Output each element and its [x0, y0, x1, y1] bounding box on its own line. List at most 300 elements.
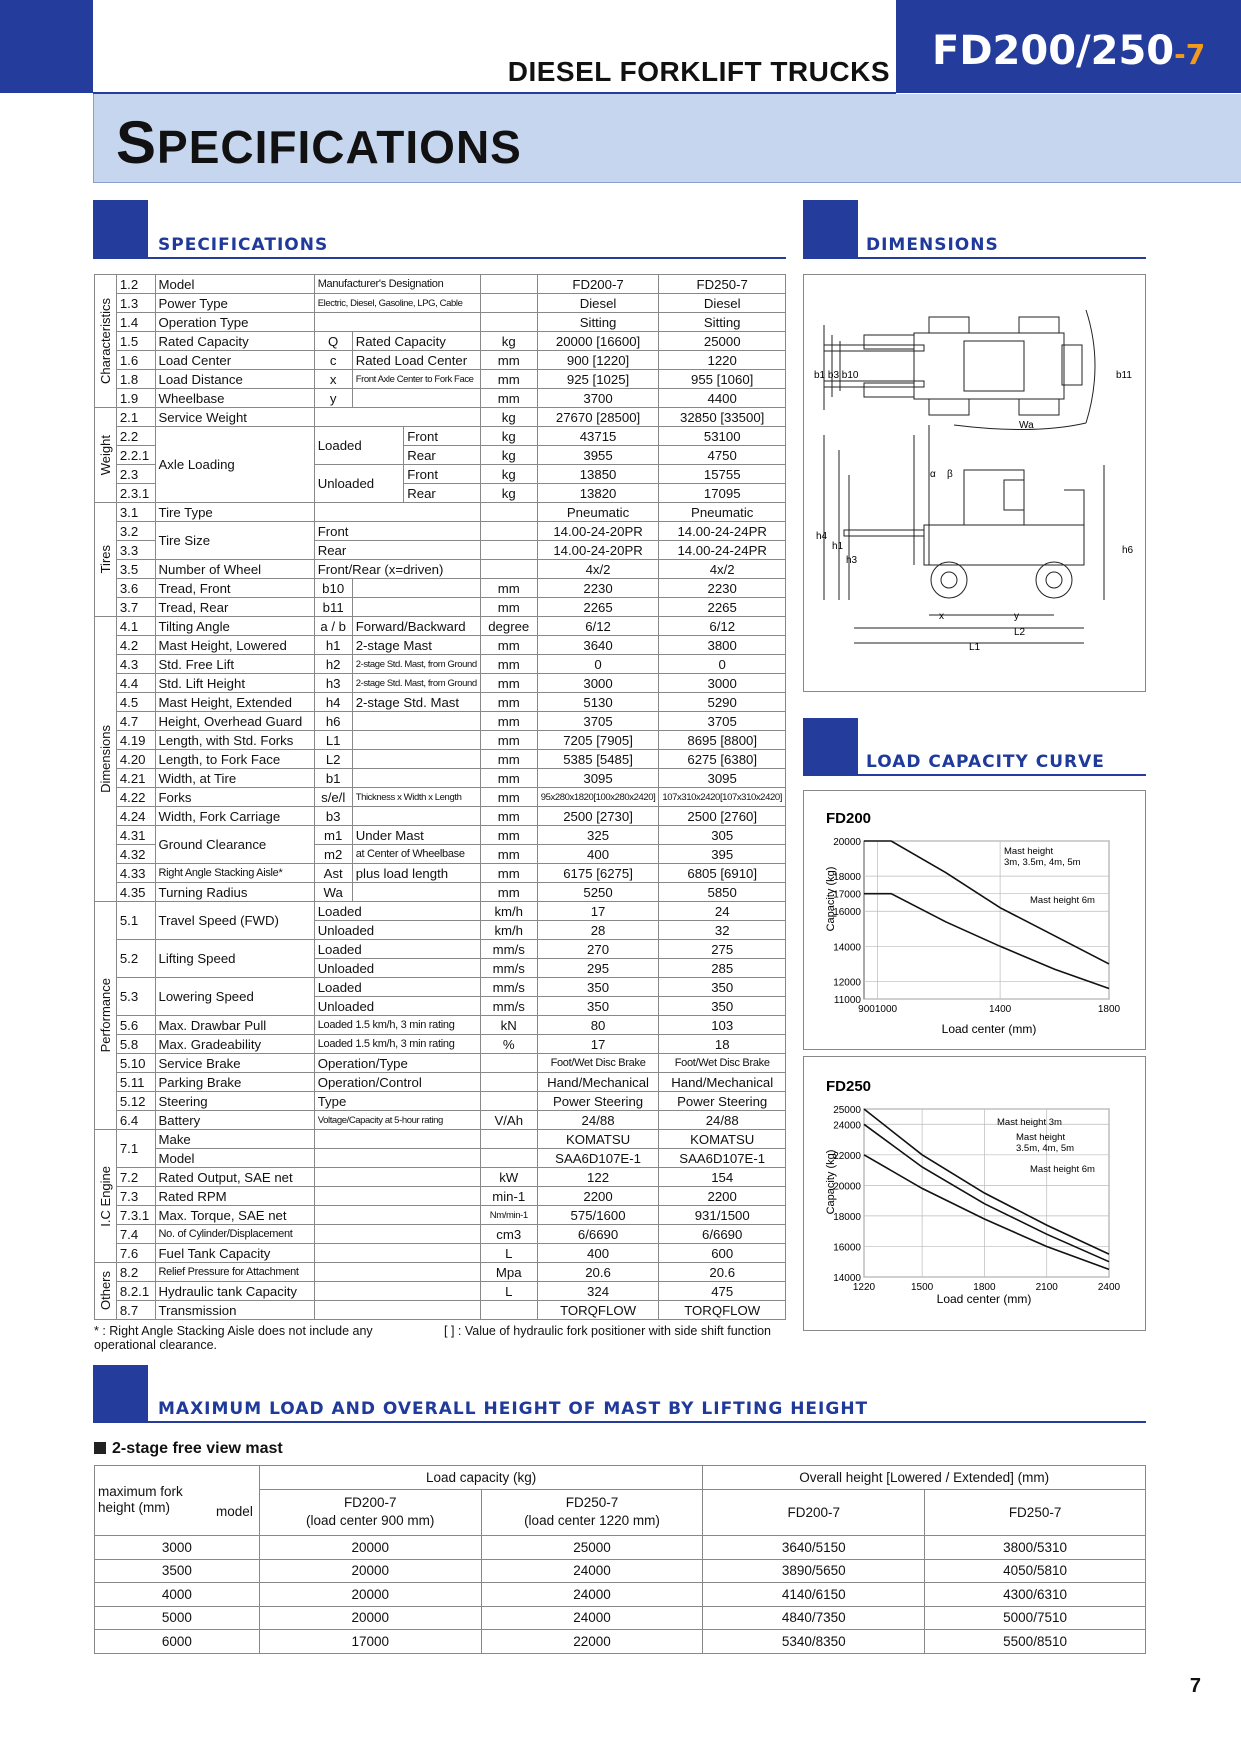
dim-label-b11: b11	[1116, 370, 1132, 381]
mast-subtitle: 2-stage free view mast	[94, 1440, 283, 1458]
spec-value-fd250: 3000	[659, 674, 786, 693]
spec-item-name: Right Angle Stacking Aisle*	[155, 864, 314, 883]
spec-description: Forward/Backward	[352, 617, 480, 636]
spec-item-name: Ground Clearance	[155, 826, 314, 864]
spec-unit	[480, 1054, 537, 1073]
spec-unit: kg	[480, 427, 537, 446]
spec-value-fd250: Foot/Wet Disc Brake	[659, 1054, 786, 1073]
model-badge	[896, 0, 1241, 93]
spec-item-number: 3.5	[116, 560, 155, 579]
spec-unit: V/Ah	[480, 1111, 537, 1130]
spec-value-fd250: 475	[659, 1282, 786, 1301]
chart-ytick-label: 16000	[833, 907, 861, 919]
spec-symbol: h6	[314, 712, 352, 731]
spec-value-fd200: 3705	[537, 712, 659, 731]
spec-description: Loaded	[314, 902, 480, 921]
spec-value-fd250: SAA6D107E-1	[659, 1149, 786, 1168]
spec-item-name: Model	[155, 275, 314, 294]
spec-value-fd200: 43715	[537, 427, 659, 446]
spec-value-fd250: 32850 [33500]	[659, 408, 786, 427]
spec-symbol: b1	[314, 769, 352, 788]
spec-item-name: Tire Size	[155, 522, 314, 560]
spec-value-fd250: 2200	[659, 1187, 786, 1206]
spec-row	[95, 1244, 786, 1263]
spec-item-name: Operation Type	[155, 313, 314, 332]
spec-value-fd200: Power Steering	[537, 1092, 659, 1111]
spec-unit: kg	[480, 408, 537, 427]
mast-header-height: Overall height [Lowered / Extended] (mm)	[703, 1466, 1146, 1490]
spec-group-label: I.C Engine	[95, 1130, 117, 1263]
spec-description: Unloaded	[314, 997, 480, 1016]
spec-value-fd200: 295	[537, 959, 659, 978]
spec-group-label: Performance	[95, 902, 117, 1130]
spec-row	[95, 503, 786, 522]
specifications-table	[94, 274, 786, 1320]
spec-item-name: No. of Cylinder/Displacement	[155, 1225, 314, 1244]
spec-group-label: Tires	[95, 503, 117, 617]
spec-description: Type	[314, 1092, 480, 1111]
spec-value-fd250: 20.6	[659, 1263, 786, 1282]
section-marker	[803, 200, 858, 258]
spec-unit: mm	[480, 788, 537, 807]
spec-value-fd250: 25000	[659, 332, 786, 351]
spec-unit	[480, 503, 537, 522]
spec-unit	[480, 1073, 537, 1092]
spec-symbol: Wa	[314, 883, 352, 902]
spec-value-fd200: 400	[537, 845, 659, 864]
spec-symbol: Q	[314, 332, 352, 351]
spec-description	[314, 1130, 480, 1149]
spec-description: Unloaded	[314, 959, 480, 978]
mast-cell: 4840/7350	[703, 1606, 925, 1630]
spec-description	[352, 712, 480, 731]
spec-item-name: Steering	[155, 1092, 314, 1111]
spec-condition: Loaded	[314, 427, 404, 465]
chart-title: FD250	[826, 1078, 872, 1095]
chart-annotation: Mast height	[1004, 846, 1054, 857]
spec-description	[352, 598, 480, 617]
spec-symbol: Ast	[314, 864, 352, 883]
chart-xtick-label: 1800	[973, 1282, 996, 1293]
spec-symbol: b11	[314, 598, 352, 617]
spec-value-fd200: 13820	[537, 484, 659, 503]
spec-item-number: 7.1	[116, 1130, 155, 1168]
spec-row	[95, 598, 786, 617]
spec-item-number: 1.3	[116, 294, 155, 313]
spec-item-number: 1.6	[116, 351, 155, 370]
spec-description: 2-stage Std. Mast, from Ground	[352, 674, 480, 693]
spec-symbol: h4	[314, 693, 352, 712]
chart-xtick-label: 2400	[1097, 1282, 1121, 1293]
section-title-mast: MAXIMUM LOAD AND OVERALL HEIGHT OF MAST BY LIFTING HEIGHT	[158, 1399, 869, 1419]
mast-cell: 4050/5810	[925, 1559, 1146, 1583]
mast-fork-height: 3000	[95, 1536, 260, 1560]
spec-description	[314, 1206, 480, 1225]
spec-description: Loaded	[314, 978, 480, 997]
spec-item-number: 1.9	[116, 389, 155, 408]
spec-value-fd200: 3700	[537, 389, 659, 408]
load-capacity-chart-fd200	[803, 790, 1146, 1050]
spec-item-name: Std. Lift Height	[155, 674, 314, 693]
spec-value-fd200: 20.6	[537, 1263, 659, 1282]
spec-item-number: 8.7	[116, 1301, 155, 1320]
spec-item-name: Max. Torque, SAE net	[155, 1206, 314, 1225]
chart-xtick-label: 1500	[911, 1282, 934, 1293]
chart-series-line-1	[864, 1109, 1109, 1254]
spec-value-fd200: 80	[537, 1016, 659, 1035]
mast-cell: 5340/8350	[703, 1630, 925, 1654]
spec-unit: mm	[480, 826, 537, 845]
spec-value-fd200: FD200-7	[537, 275, 659, 294]
spec-row	[95, 1035, 786, 1054]
spec-value-fd250: 4750	[659, 446, 786, 465]
spec-value-fd250: 2265	[659, 598, 786, 617]
spec-item-name: Tread, Front	[155, 579, 314, 598]
spec-unit: cm3	[480, 1225, 537, 1244]
chart-xtick-label: 9001000	[858, 1004, 898, 1015]
spec-row	[95, 750, 786, 769]
spec-description	[314, 503, 480, 522]
chart-ytick-label: 18000	[833, 872, 861, 884]
spec-unit: mm	[480, 579, 537, 598]
chart-ytick-label: 24000	[833, 1120, 861, 1132]
spec-value-fd200: 3955	[537, 446, 659, 465]
spec-unit: mm	[480, 351, 537, 370]
spec-unit: %	[480, 1035, 537, 1054]
spec-item-number: 7.2	[116, 1168, 155, 1187]
page-banner	[93, 94, 1241, 183]
spec-row	[95, 864, 786, 883]
dim-label-h1: h1	[832, 541, 844, 552]
spec-unit	[480, 560, 537, 579]
spec-symbol: m1	[314, 826, 352, 845]
spec-row	[95, 1130, 786, 1149]
spec-row	[95, 788, 786, 807]
spec-value-fd250: 350	[659, 997, 786, 1016]
spec-description	[352, 579, 480, 598]
spec-description: Front Axle Center to Fork Face	[352, 370, 480, 389]
spec-group-label: Characteristics	[95, 275, 117, 408]
spec-unit: kW	[480, 1168, 537, 1187]
spec-unit	[480, 1092, 537, 1111]
spec-description: Thickness x Width x Length	[352, 788, 480, 807]
spec-value-fd250: 24	[659, 902, 786, 921]
spec-item-name: Power Type	[155, 294, 314, 313]
spec-unit: degree	[480, 617, 537, 636]
spec-unit: kg	[480, 484, 537, 503]
spec-description	[314, 1225, 480, 1244]
spec-unit: mm	[480, 693, 537, 712]
spec-row	[95, 902, 786, 921]
spec-unit: kN	[480, 1016, 537, 1035]
spec-row	[95, 351, 786, 370]
section-marker	[93, 200, 148, 258]
spec-value-fd250: 5850	[659, 883, 786, 902]
spec-row	[95, 313, 786, 332]
mast-cell: 5500/8510	[925, 1630, 1146, 1654]
spec-value-fd250: 14.00-24-24PR	[659, 541, 786, 560]
spec-row	[95, 636, 786, 655]
dim-label-beta: β	[947, 469, 953, 480]
spec-value-fd200: 7205 [7905]	[537, 731, 659, 750]
spec-unit	[480, 1301, 537, 1320]
spec-item-number: 7.6	[116, 1244, 155, 1263]
spec-row	[95, 1206, 786, 1225]
spec-row	[95, 807, 786, 826]
spec-item-number: 7.3.1	[116, 1206, 155, 1225]
spec-value-fd200: 17	[537, 902, 659, 921]
spec-unit: kg	[480, 446, 537, 465]
spec-value-fd250: 1220	[659, 351, 786, 370]
spec-description: 2-stage Std. Mast	[352, 693, 480, 712]
spec-value-fd200: 6/6690	[537, 1225, 659, 1244]
spec-description: Rear	[314, 541, 480, 560]
spec-item-name: Load Distance	[155, 370, 314, 389]
spec-value-fd200: TORQFLOW	[537, 1301, 659, 1320]
spec-value-fd200: 28	[537, 921, 659, 940]
spec-item-name: Turning Radius	[155, 883, 314, 902]
spec-unit: kg	[480, 332, 537, 351]
spec-item-number: 7.4	[116, 1225, 155, 1244]
spec-description: Operation/Control	[314, 1073, 480, 1092]
mast-table	[94, 1465, 1146, 1654]
spec-value-fd200: 3640	[537, 636, 659, 655]
spec-item-number: 4.22	[116, 788, 155, 807]
mast-header-fork-height: maximum fork height (mm) model	[95, 1466, 260, 1536]
spec-item-name: Length, to Fork Face	[155, 750, 314, 769]
spec-value-fd250: TORQFLOW	[659, 1301, 786, 1320]
spec-item-number: 4.21	[116, 769, 155, 788]
spec-symbol: a / b	[314, 617, 352, 636]
spec-unit	[480, 522, 537, 541]
spec-unit	[480, 1130, 537, 1149]
chart-plot-area	[864, 1109, 1109, 1277]
mast-fork-height: 3500	[95, 1559, 260, 1583]
spec-description	[314, 1168, 480, 1187]
spec-row	[95, 427, 786, 446]
spec-item-name: Max. Gradeability	[155, 1035, 314, 1054]
spec-axle: Front	[404, 465, 481, 484]
spec-unit: mm	[480, 636, 537, 655]
spec-item-number: 4.7	[116, 712, 155, 731]
spec-item-number: 1.2	[116, 275, 155, 294]
spec-value-fd250: 955 [1060]	[659, 370, 786, 389]
spec-description: plus load length	[352, 864, 480, 883]
spec-axle: Rear	[404, 446, 481, 465]
spec-value-fd200: Sitting	[537, 313, 659, 332]
spec-description: at Center of Wheelbase	[352, 845, 480, 864]
spec-item-number: 5.6	[116, 1016, 155, 1035]
spec-item-number: 3.6	[116, 579, 155, 598]
mast-header-model: model	[216, 1504, 253, 1519]
dimensions-diagram	[803, 274, 1146, 692]
spec-symbol: s/e/l	[314, 788, 352, 807]
spec-value-fd200: 95x280x1820[100x280x2420]	[537, 788, 659, 807]
dim-label-wa: Wa	[1019, 420, 1034, 431]
spec-row	[95, 769, 786, 788]
dim-label-l2: L2	[1014, 627, 1026, 638]
spec-unit: mm	[480, 769, 537, 788]
mast-row	[95, 1583, 1146, 1607]
spec-unit: mm	[480, 845, 537, 864]
spec-value-fd200: 325	[537, 826, 659, 845]
mast-cell: 3890/5650	[703, 1559, 925, 1583]
spec-description	[352, 807, 480, 826]
spec-item-name: Rated Capacity	[155, 332, 314, 351]
spec-item-name: Model	[155, 1149, 314, 1168]
spec-item-name: Lowering Speed	[155, 978, 314, 1016]
spec-value-fd200: 14.00-24-20PR	[537, 522, 659, 541]
spec-item-number: 5.10	[116, 1054, 155, 1073]
spec-value-fd250: 6275 [6380]	[659, 750, 786, 769]
mast-header-capacity: Load capacity (kg)	[259, 1466, 703, 1490]
spec-row	[95, 693, 786, 712]
section-marker	[93, 1365, 148, 1423]
spec-row	[95, 1301, 786, 1320]
spec-value-fd250: Hand/Mechanical	[659, 1073, 786, 1092]
spec-value-fd250: 350	[659, 978, 786, 997]
spec-row	[95, 1263, 786, 1282]
spec-unit: mm	[480, 883, 537, 902]
mast-col-fd250-capacity: FD250-7 (load center 1220 mm)	[481, 1489, 703, 1535]
spec-value-fd200: 575/1600	[537, 1206, 659, 1225]
spec-item-name: Tread, Rear	[155, 598, 314, 617]
spec-symbol: b3	[314, 807, 352, 826]
mast-cell: 5000/7510	[925, 1606, 1146, 1630]
chart-xtick-label: 1220	[852, 1282, 876, 1293]
spec-value-fd250: 15755	[659, 465, 786, 484]
spec-value-fd200: 2230	[537, 579, 659, 598]
spec-item-name: Service Brake	[155, 1054, 314, 1073]
spec-item-number: 4.1	[116, 617, 155, 636]
spec-row	[95, 712, 786, 731]
spec-value-fd200: 4x/2	[537, 560, 659, 579]
spec-row	[95, 294, 786, 313]
spec-description: Front/Rear (x=driven)	[314, 560, 480, 579]
chart-ytick-label: 11000	[833, 995, 861, 1006]
spec-description	[352, 883, 480, 902]
spec-value-fd200: 122	[537, 1168, 659, 1187]
spec-item-name: Relief Pressure for Attachment	[155, 1263, 314, 1282]
spec-item-number: 1.8	[116, 370, 155, 389]
dim-label-b1-b3-b10: b1 b3 b10	[814, 370, 859, 381]
spec-item-name: Width, at Tire	[155, 769, 314, 788]
chart-ytick-label: 12000	[833, 977, 861, 989]
spec-value-fd250: Sitting	[659, 313, 786, 332]
spec-description: Under Mast	[352, 826, 480, 845]
spec-value-fd250: 931/1500	[659, 1206, 786, 1225]
spec-value-fd200: 5130	[537, 693, 659, 712]
spec-item-number: 1.5	[116, 332, 155, 351]
spec-row	[95, 560, 786, 579]
spec-value-fd250: 275	[659, 940, 786, 959]
spec-row	[95, 1168, 786, 1187]
chart-xtick-label: 1800	[1097, 1004, 1121, 1015]
spec-item-number: 5.1	[116, 902, 155, 940]
mast-row	[95, 1559, 1146, 1583]
spec-unit	[480, 1149, 537, 1168]
spec-value-fd200: 6/12	[537, 617, 659, 636]
mast-cell: 3640/5150	[703, 1536, 925, 1560]
spec-item-number: 4.4	[116, 674, 155, 693]
mast-fork-height: 4000	[95, 1583, 260, 1607]
spec-item-number: 4.33	[116, 864, 155, 883]
spec-value-fd250: 4x/2	[659, 560, 786, 579]
spec-symbol: c	[314, 351, 352, 370]
spec-value-fd250: 4400	[659, 389, 786, 408]
chart-series-line-2	[864, 894, 1109, 989]
spec-value-fd200: 324	[537, 1282, 659, 1301]
spec-item-name: Mast Height, Extended	[155, 693, 314, 712]
spec-item-name: Height, Overhead Guard	[155, 712, 314, 731]
header-corner-block	[0, 0, 93, 93]
spec-unit: mm	[480, 712, 537, 731]
mast-col-fd200-height: FD200-7	[703, 1489, 925, 1535]
spec-item-name: Std. Free Lift	[155, 655, 314, 674]
spec-unit	[480, 294, 537, 313]
spec-unit: mm	[480, 389, 537, 408]
spec-value-fd250: 32	[659, 921, 786, 940]
spec-row	[95, 1054, 786, 1073]
spec-value-fd200: 17	[537, 1035, 659, 1054]
spec-unit	[480, 313, 537, 332]
spec-item-number: 4.32	[116, 845, 155, 864]
mast-cell: 3800/5310	[925, 1536, 1146, 1560]
spec-row	[95, 408, 786, 427]
load-capacity-chart-fd250	[803, 1056, 1146, 1331]
spec-row	[95, 370, 786, 389]
spec-item-number: 7.3	[116, 1187, 155, 1206]
chart-xtick-label: 2100	[1035, 1282, 1058, 1293]
spec-condition: Unloaded	[314, 465, 404, 503]
spec-unit: mm	[480, 864, 537, 883]
section-title-load-capacity: LOAD CAPACITY CURVE	[866, 752, 1105, 772]
banner-title: SPECIFICATIONS	[116, 109, 522, 176]
spec-row	[95, 522, 786, 541]
spec-value-fd200: 24/88	[537, 1111, 659, 1130]
spec-value-fd250: Power Steering	[659, 1092, 786, 1111]
spec-description	[352, 389, 480, 408]
spec-unit: mm	[480, 370, 537, 389]
chart-ytick-label: 14000	[833, 1273, 861, 1284]
dim-label-l1: L1	[969, 642, 981, 653]
spec-description	[352, 731, 480, 750]
spec-value-fd250: 6805 [6910]	[659, 864, 786, 883]
chart-ytick-label: 20000	[833, 1181, 861, 1193]
spec-unit: mm	[480, 750, 537, 769]
spec-row	[95, 978, 786, 997]
spec-value-fd250: 600	[659, 1244, 786, 1263]
chart-title: FD200	[826, 810, 872, 827]
footnote-brackets: [ ] : Value of hydraulic fork positioner with side shift function	[444, 1324, 772, 1338]
spec-value-fd250: 285	[659, 959, 786, 978]
spec-symbol: L1	[314, 731, 352, 750]
spec-symbol: h1	[314, 636, 352, 655]
spec-description: 2-stage Std. Mast, from Ground	[352, 655, 480, 674]
spec-value-fd200: 350	[537, 978, 659, 997]
spec-description: Unloaded	[314, 921, 480, 940]
spec-item-number: 4.20	[116, 750, 155, 769]
spec-item-name: Service Weight	[155, 408, 314, 427]
mast-row	[95, 1630, 1146, 1654]
section-rule	[93, 257, 786, 259]
spec-unit: L	[480, 1282, 537, 1301]
spec-value-fd250: 24/88	[659, 1111, 786, 1130]
mast-cell: 4300/6310	[925, 1583, 1146, 1607]
spec-item-number: 3.7	[116, 598, 155, 617]
spec-symbol: b10	[314, 579, 352, 598]
bullet-square-icon	[94, 1442, 106, 1454]
